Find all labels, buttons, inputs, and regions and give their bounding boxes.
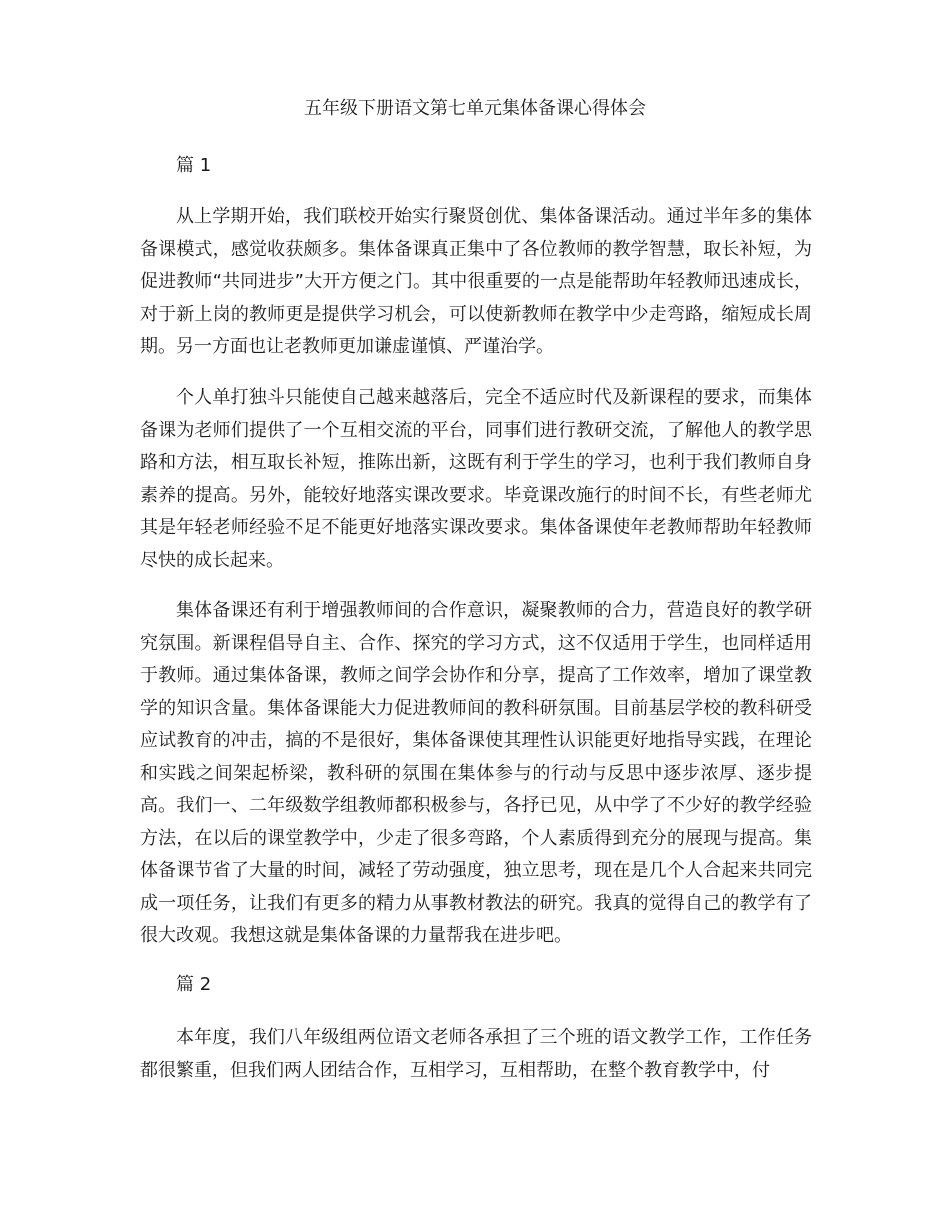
paragraph: 本年度，我们八年级组两位语文老师各承担了三个班的语文教学工作，工作任务都很繁重，但我们两人团结合作，互相学习，互相帮助，在整个教育教学中，付 xyxy=(140,1027,812,1081)
paragraph: 个人单打独斗只能使自己越来越落后，完全不适应时代及新课程的要求，而集体备课为老师们提供了一个互相交流的平台，同事们进行教研交流，了解他人的教学思路和方法，相互取长补短，推陈出新，这既有利于学生的学习，也利于我们教师自身素养的提高。另外，能较好地落实课改要求。毕竟课改施行的时间不长，有些老师尤其是年轻老师经验不足不能更好地落实课改要求。集体备课使年老教师帮助年轻教师尽快的成长起来。 xyxy=(140,387,812,571)
section-heading-1: 篇 1 xyxy=(176,155,212,176)
section-heading-2: 篇 2 xyxy=(176,974,212,995)
paragraph: 集体备课还有利于增强教师间的合作意识，凝聚教师的合力，营造良好的教学研究氛围。新课程倡导自主、合作、探究的学习方式，这不仅适用于学生，也同样适用于教师。通过集体备课，教师之间学会协作和分享，提高了工作效率，增加了课堂教学的知识含量。集体备课能大力促进教师间的教科研氛围。目前基层学校的教科研受应试教育的冲击，搞的不是很好，集体备课使其理性认识能更好地指导实践，在理论和实践之间架起桥梁，教科研的氛围在集体参与的行动与反思中逐步浓厚、逐步提高。我们一、二年级数学组教师都积极参与，各抒已见，从中学了不少好的教学经验方法，在以后的课堂教学中，少走了很多弯路，个人素质得到充分的展现与提高。集体备课节省了大量的时间，减轻了劳动强度，独立思考，现在是几个人合起来共同完成一项任务，让我们有更多的精力从事教材教法的研究。我真的觉得自己的教学有了很大改观。我想这就是集体备课的力量帮我在进步吧。 xyxy=(140,600,812,946)
paragraph: 从上学期开始，我们联校开始实行聚贤创优、集体备课活动。通过半年多的集体备课模式，感觉收获颇多。集体备课真正集中了各位教师的教学智慧，取长补短，为促进教师“共同进步”大开方便之门。其中很重要的一点是能帮助年轻教师迅速成长，对于新上岗的教师更是提供学习机会，可以使新教师在教学中少走弯路，缩短成长周期。另一方面也让老教师更加谦虚谨慎、严谨治学。 xyxy=(140,206,812,357)
document-title: 五年级下册语文第七单元集体备课心得体会 xyxy=(304,98,646,119)
